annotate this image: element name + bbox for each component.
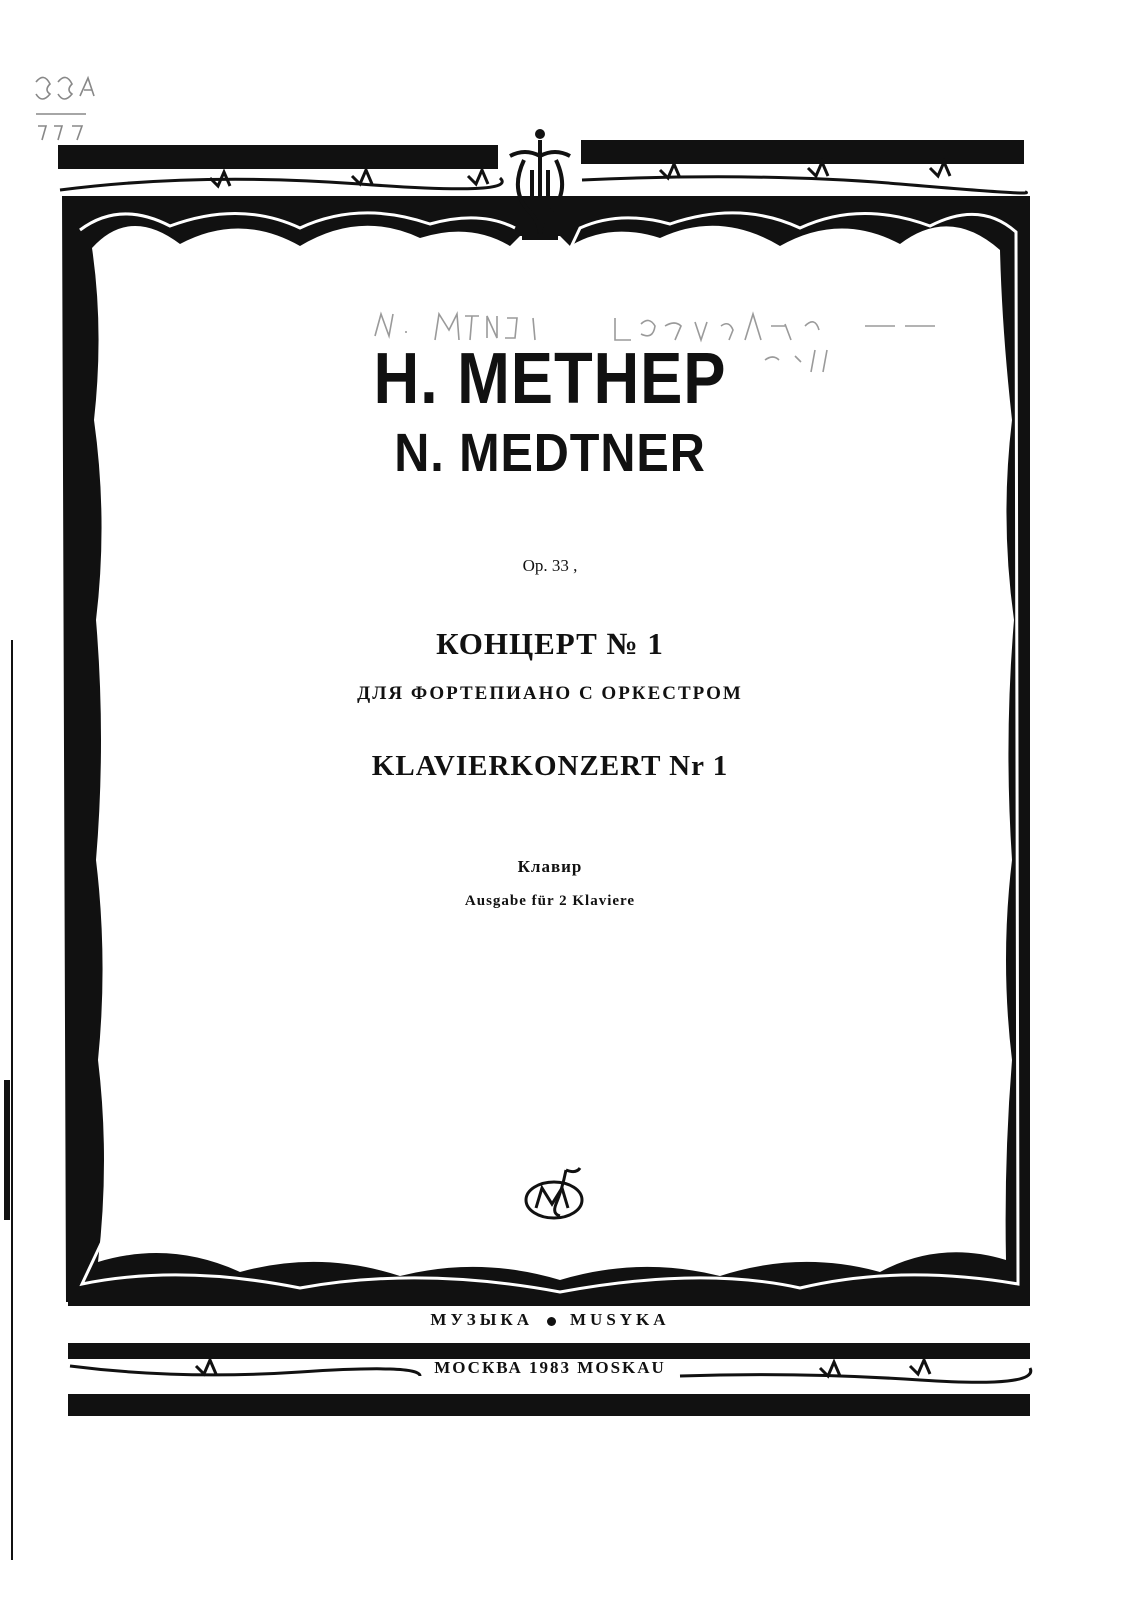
work-title-german: KLAVIERKONZERT Nr 1: [371, 750, 729, 782]
separator-dot-icon: [547, 1317, 556, 1326]
publisher-name-latin: MUSYKA: [570, 1310, 670, 1329]
publisher-line: [0, 1310, 1100, 1330]
work-title-russian: КОНЦЕРТ № 1: [436, 626, 664, 661]
imprint-line: МОСКВА 1983 MOSKAU: [434, 1358, 666, 1377]
composer-name-russian: Н. МЕТНЕР: [373, 339, 727, 419]
publisher-name-russian: МУЗЫКА: [430, 1310, 533, 1329]
library-shelfmark: [28, 68, 98, 148]
muzyka-logo-icon: [520, 1162, 592, 1226]
work-subtitle-russian: ДЛЯ ФОРТЕПИАНО С ОРКЕСТРОМ: [357, 683, 743, 704]
opus-number: Op. 33 ,: [522, 556, 578, 575]
edition-german: Ausgabe für 2 Klaviere: [464, 893, 636, 909]
edition-russian: Клавир: [517, 857, 583, 876]
composer-name-latin: N. MEDTNER: [394, 423, 706, 483]
